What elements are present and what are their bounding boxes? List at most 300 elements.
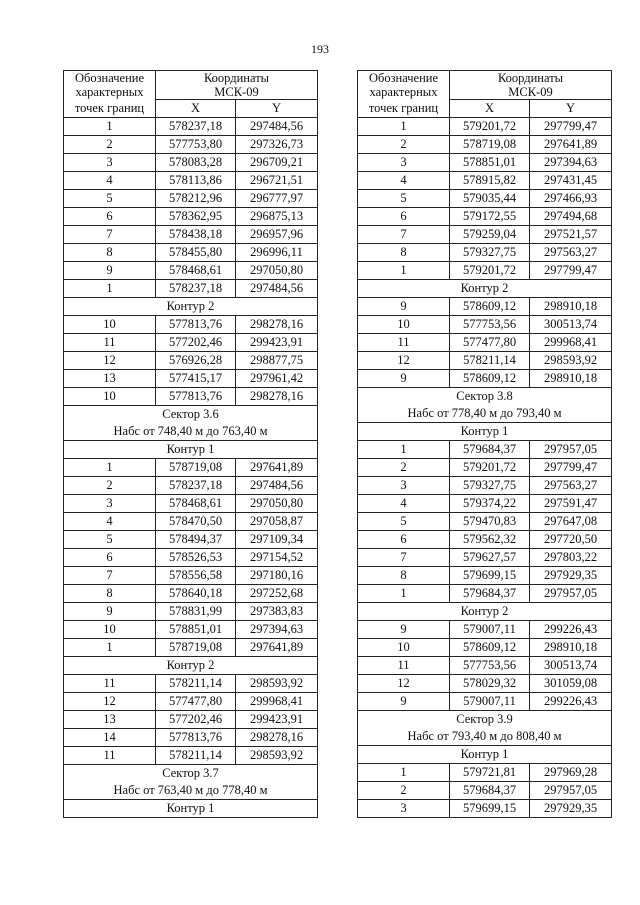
- table-row: [64, 370, 318, 388]
- coord-x: 578831,99: [156, 603, 236, 621]
- coord-x: 579035,44: [450, 190, 530, 208]
- point-number: 4: [64, 513, 156, 531]
- table-row: [64, 675, 318, 693]
- point-number: 11: [64, 747, 156, 765]
- table-row: [358, 298, 612, 316]
- point-number: 4: [358, 495, 450, 513]
- table-row: [358, 675, 612, 693]
- coord-x: 577202,46: [156, 711, 236, 729]
- table-row: [64, 226, 318, 244]
- point-number: 1: [64, 639, 156, 657]
- section-label: Сектор 3.8: [358, 388, 612, 406]
- coord-x: 578468,61: [156, 495, 236, 513]
- coord-y: 297799,47: [530, 262, 612, 280]
- coord-y: 299226,43: [530, 693, 612, 711]
- section-row: [64, 406, 318, 424]
- coord-x: 579201,72: [450, 118, 530, 136]
- coord-y: 297521,57: [530, 226, 612, 244]
- coord-y: 300513,74: [530, 657, 612, 675]
- table-row: [358, 513, 612, 531]
- coord-y: 297957,05: [530, 782, 612, 800]
- header-coords-label: Координаты: [450, 71, 612, 86]
- coord-y: 297326,73: [236, 136, 318, 154]
- header-x: X: [450, 100, 530, 118]
- section-label: Набс от 778,40 м до 793,40 м: [358, 405, 612, 423]
- section-label: Сектор 3.6: [64, 406, 318, 424]
- header-y: Y: [236, 100, 318, 118]
- table-row: [64, 262, 318, 280]
- page-number: 193: [311, 42, 329, 56]
- section-label: Контур 1: [358, 423, 612, 441]
- header-row: [358, 100, 612, 118]
- coord-x: 578851,01: [156, 621, 236, 639]
- point-number: 4: [358, 172, 450, 190]
- section-label: Сектор 3.7: [64, 765, 318, 783]
- coord-x: 578237,18: [156, 477, 236, 495]
- table-row: [64, 603, 318, 621]
- table-row: [64, 352, 318, 370]
- table-row: [64, 495, 318, 513]
- point-number: 8: [358, 244, 450, 262]
- coord-x: 578211,14: [156, 675, 236, 693]
- table-row: [64, 388, 318, 406]
- point-number: 13: [64, 711, 156, 729]
- point-number: 1: [358, 441, 450, 459]
- section-label: Набс от 793,40 м до 808,40 м: [358, 728, 612, 746]
- section-label: Набс от 763,40 м до 778,40 м: [64, 782, 318, 800]
- point-number: 7: [64, 226, 156, 244]
- coord-x: 579007,11: [450, 621, 530, 639]
- coordinates-table-left: [63, 70, 318, 818]
- table-row: [358, 370, 612, 388]
- coord-y: 297466,93: [530, 190, 612, 208]
- section-row: [358, 728, 612, 746]
- point-number: 4: [64, 172, 156, 190]
- header-point-label: точек границ: [64, 100, 156, 118]
- coord-x: 579007,11: [450, 693, 530, 711]
- table-row: [64, 154, 318, 172]
- point-number: 1: [358, 585, 450, 603]
- coord-x: 579201,72: [450, 459, 530, 477]
- coord-x: 577813,76: [156, 316, 236, 334]
- table-row: [64, 711, 318, 729]
- coord-x: 579327,75: [450, 244, 530, 262]
- table-row: [358, 459, 612, 477]
- coord-y: 296709,21: [236, 154, 318, 172]
- coord-y: 299423,91: [236, 334, 318, 352]
- coord-x: 579627,57: [450, 549, 530, 567]
- point-number: 6: [358, 208, 450, 226]
- point-number: 5: [64, 190, 156, 208]
- coord-y: 297957,05: [530, 585, 612, 603]
- section-row: [358, 603, 612, 621]
- coord-y: 297929,35: [530, 567, 612, 585]
- coord-x: 577813,76: [156, 388, 236, 406]
- table-row: [358, 782, 612, 800]
- coord-x: 579201,72: [450, 262, 530, 280]
- table-row: [64, 244, 318, 262]
- coord-x: 578083,28: [156, 154, 236, 172]
- coord-y: 298278,16: [236, 316, 318, 334]
- point-number: 9: [358, 621, 450, 639]
- coord-x: 578719,08: [156, 639, 236, 657]
- table-row: [358, 208, 612, 226]
- point-number: 10: [64, 316, 156, 334]
- coord-y: 297803,22: [530, 549, 612, 567]
- table-row: [64, 334, 318, 352]
- coord-y: 297641,89: [530, 136, 612, 154]
- section-label: Сектор 3.9: [358, 711, 612, 729]
- coord-y: 297154,52: [236, 549, 318, 567]
- table-row: [358, 226, 612, 244]
- coord-x: 577753,56: [450, 316, 530, 334]
- point-number: 9: [358, 298, 450, 316]
- point-number: 12: [64, 693, 156, 711]
- section-label: Контур 2: [358, 603, 612, 621]
- point-number: 6: [64, 549, 156, 567]
- point-number: 5: [358, 190, 450, 208]
- table-row: [64, 172, 318, 190]
- coord-x: 577753,56: [450, 657, 530, 675]
- coord-y: 297050,80: [236, 262, 318, 280]
- table-row: [64, 316, 318, 334]
- point-number: 7: [64, 567, 156, 585]
- coord-y: 298593,92: [530, 352, 612, 370]
- point-number: 8: [64, 585, 156, 603]
- coord-x: 577415,17: [156, 370, 236, 388]
- coord-y: 297109,34: [236, 531, 318, 549]
- table-row: [64, 208, 318, 226]
- point-number: 9: [358, 370, 450, 388]
- point-number: 1: [358, 118, 450, 136]
- point-number: 2: [64, 477, 156, 495]
- point-number: 8: [358, 567, 450, 585]
- coord-y: 300513,74: [530, 316, 612, 334]
- section-row: [358, 405, 612, 423]
- section-row: [64, 423, 318, 441]
- coord-y: 296875,13: [236, 208, 318, 226]
- table-body-left: [64, 71, 318, 818]
- table-row: [64, 621, 318, 639]
- coord-y: 297957,05: [530, 441, 612, 459]
- section-row: [358, 423, 612, 441]
- coord-y: 297799,47: [530, 459, 612, 477]
- table-row: [64, 477, 318, 495]
- header-point-label: Обозначение: [64, 71, 156, 86]
- coord-x: 579684,37: [450, 585, 530, 603]
- table-row: [358, 334, 612, 352]
- coord-x: 578237,18: [156, 118, 236, 136]
- section-row: [358, 280, 612, 298]
- coord-y: 298910,18: [530, 298, 612, 316]
- coord-y: 297484,56: [236, 280, 318, 298]
- coord-x: 578609,12: [450, 370, 530, 388]
- table-row: [358, 621, 612, 639]
- coord-y: 297647,08: [530, 513, 612, 531]
- coord-y: 297591,47: [530, 495, 612, 513]
- coord-y: 297383,83: [236, 603, 318, 621]
- coord-y: 297394,63: [236, 621, 318, 639]
- coord-x: 578526,53: [156, 549, 236, 567]
- coord-y: 297394,63: [530, 154, 612, 172]
- point-number: 6: [64, 208, 156, 226]
- point-number: 3: [358, 477, 450, 495]
- header-row: [358, 71, 612, 86]
- coord-y: 297180,16: [236, 567, 318, 585]
- header-row: [64, 71, 318, 86]
- table-row: [358, 136, 612, 154]
- table-row: [64, 136, 318, 154]
- table-row: [358, 118, 612, 136]
- coord-y: 299423,91: [236, 711, 318, 729]
- coord-x: 579470,83: [450, 513, 530, 531]
- coord-y: 296777,97: [236, 190, 318, 208]
- table-row: [64, 585, 318, 603]
- coord-y: 297641,89: [236, 639, 318, 657]
- coord-x: 577477,80: [156, 693, 236, 711]
- table-row: [64, 639, 318, 657]
- table-row: [358, 657, 612, 675]
- point-number: 5: [64, 531, 156, 549]
- coord-x: 578640,18: [156, 585, 236, 603]
- point-number: 10: [358, 316, 450, 334]
- point-number: 1: [358, 262, 450, 280]
- coord-x: 578719,08: [450, 136, 530, 154]
- table-row: [358, 154, 612, 172]
- coord-y: 298910,18: [530, 639, 612, 657]
- coord-x: 578915,82: [450, 172, 530, 190]
- coord-x: 578113,86: [156, 172, 236, 190]
- coord-x: 578719,08: [156, 459, 236, 477]
- coord-x: 577813,76: [156, 729, 236, 747]
- table-row: [358, 172, 612, 190]
- table-row: [358, 244, 612, 262]
- coord-x: 578455,80: [156, 244, 236, 262]
- point-number: 13: [64, 370, 156, 388]
- header-y: Y: [530, 100, 612, 118]
- point-number: 2: [358, 136, 450, 154]
- point-number: 12: [358, 352, 450, 370]
- table-row: [358, 441, 612, 459]
- table-row: [358, 495, 612, 513]
- coord-x: 579721,81: [450, 764, 530, 782]
- section-label: Контур 1: [358, 746, 612, 764]
- coord-y: 297641,89: [236, 459, 318, 477]
- point-number: 1: [64, 118, 156, 136]
- coord-y: 297563,27: [530, 244, 612, 262]
- section-label: Набс от 748,40 м до 763,40 м: [64, 423, 318, 441]
- header-point-label: характерных: [64, 85, 156, 100]
- coord-y: 298278,16: [236, 388, 318, 406]
- point-number: 7: [358, 549, 450, 567]
- coord-y: 297484,56: [236, 118, 318, 136]
- coord-x: 579699,15: [450, 800, 530, 818]
- point-number: 3: [358, 800, 450, 818]
- coord-x: 579374,22: [450, 495, 530, 513]
- coord-y: 296996,11: [236, 244, 318, 262]
- table-row: [358, 567, 612, 585]
- table-row: [64, 567, 318, 585]
- coord-y: 297961,42: [236, 370, 318, 388]
- coord-y: 298278,16: [236, 729, 318, 747]
- coord-x: 579327,75: [450, 477, 530, 495]
- coord-y: 296957,96: [236, 226, 318, 244]
- coord-y: 297929,35: [530, 800, 612, 818]
- coord-x: 577202,46: [156, 334, 236, 352]
- coord-x: 577477,80: [450, 334, 530, 352]
- section-row: [358, 388, 612, 406]
- coord-y: 299226,43: [530, 621, 612, 639]
- table-row: [64, 190, 318, 208]
- coord-y: 298877,75: [236, 352, 318, 370]
- table-row: [358, 585, 612, 603]
- point-number: 9: [358, 693, 450, 711]
- point-number: 1: [64, 280, 156, 298]
- coord-y: 298593,92: [236, 747, 318, 765]
- table-row: [358, 531, 612, 549]
- coord-y: 297431,45: [530, 172, 612, 190]
- section-row: [64, 657, 318, 675]
- coord-y: 297969,28: [530, 764, 612, 782]
- table-row: [64, 729, 318, 747]
- coord-x: 578609,12: [450, 298, 530, 316]
- point-number: 9: [64, 262, 156, 280]
- coord-x: 578609,12: [450, 639, 530, 657]
- section-row: [64, 800, 318, 818]
- section-label: Контур 2: [358, 280, 612, 298]
- section-row: [64, 298, 318, 316]
- coord-y: 299968,41: [236, 693, 318, 711]
- point-number: 1: [64, 459, 156, 477]
- point-number: 11: [358, 657, 450, 675]
- point-number: 2: [358, 459, 450, 477]
- table-row: [358, 262, 612, 280]
- coord-x: 578470,50: [156, 513, 236, 531]
- coord-y: 299968,41: [530, 334, 612, 352]
- section-label: Контур 1: [64, 441, 318, 459]
- point-number: 2: [64, 136, 156, 154]
- coord-x: 578438,18: [156, 226, 236, 244]
- coord-y: 298593,92: [236, 675, 318, 693]
- header-row: [64, 85, 318, 100]
- section-row: [358, 746, 612, 764]
- point-number: 3: [64, 495, 156, 513]
- table-row: [358, 693, 612, 711]
- coord-x: 579684,37: [450, 441, 530, 459]
- point-number: 10: [64, 621, 156, 639]
- coord-y: 297799,47: [530, 118, 612, 136]
- coordinates-table-right: [357, 70, 612, 818]
- coord-x: 578851,01: [450, 154, 530, 172]
- point-number: 10: [64, 388, 156, 406]
- section-row: [64, 765, 318, 783]
- coord-x: 578362,95: [156, 208, 236, 226]
- point-number: 14: [64, 729, 156, 747]
- coord-y: 297050,80: [236, 495, 318, 513]
- table-row: [358, 764, 612, 782]
- table-row: [64, 549, 318, 567]
- table-body-right: [358, 71, 612, 818]
- coord-y: 297252,68: [236, 585, 318, 603]
- coord-y: 297494,68: [530, 208, 612, 226]
- section-label: Контур 2: [64, 657, 318, 675]
- coord-y: 297484,56: [236, 477, 318, 495]
- coord-y: 297563,27: [530, 477, 612, 495]
- table-row: [64, 693, 318, 711]
- coord-x: 579684,37: [450, 782, 530, 800]
- point-number: 12: [64, 352, 156, 370]
- coord-x: 576926,28: [156, 352, 236, 370]
- section-row: [64, 441, 318, 459]
- header-x: X: [156, 100, 236, 118]
- table-row: [358, 639, 612, 657]
- header-coords-system: МСК-09: [156, 85, 318, 100]
- coord-y: 301059,08: [530, 675, 612, 693]
- coord-x: 578556,58: [156, 567, 236, 585]
- header-coords-label: Координаты: [156, 71, 318, 86]
- table-row: [358, 316, 612, 334]
- section-row: [64, 782, 318, 800]
- coord-x: 577753,80: [156, 136, 236, 154]
- point-number: 10: [358, 639, 450, 657]
- header-point-label: характерных: [358, 85, 450, 100]
- coord-y: 297720,50: [530, 531, 612, 549]
- header-row: [64, 100, 318, 118]
- coord-y: 296721,51: [236, 172, 318, 190]
- header-point-label: Обозначение: [358, 71, 450, 86]
- point-number: 7: [358, 226, 450, 244]
- coord-x: 578029,32: [450, 675, 530, 693]
- coord-x: 578494,37: [156, 531, 236, 549]
- table-row: [64, 459, 318, 477]
- table-row: [358, 549, 612, 567]
- table-row: [358, 477, 612, 495]
- coord-x: 579699,15: [450, 567, 530, 585]
- point-number: 2: [358, 782, 450, 800]
- point-number: 3: [64, 154, 156, 172]
- section-label: Контур 2: [64, 298, 318, 316]
- point-number: 8: [64, 244, 156, 262]
- table-row: [64, 280, 318, 298]
- coord-y: 298910,18: [530, 370, 612, 388]
- point-number: 11: [358, 334, 450, 352]
- header-coords-system: МСК-09: [450, 85, 612, 100]
- table-row: [64, 118, 318, 136]
- section-label: Контур 1: [64, 800, 318, 818]
- coord-x: 578211,14: [156, 747, 236, 765]
- coord-x: 578212,96: [156, 190, 236, 208]
- point-number: 11: [64, 675, 156, 693]
- table-row: [358, 352, 612, 370]
- table-row: [64, 747, 318, 765]
- table-row: [64, 513, 318, 531]
- coord-x: 579172,55: [450, 208, 530, 226]
- coord-x: 579259,04: [450, 226, 530, 244]
- coord-y: 297058,87: [236, 513, 318, 531]
- point-number: 11: [64, 334, 156, 352]
- point-number: 1: [358, 764, 450, 782]
- header-row: [358, 85, 612, 100]
- coord-x: 578237,18: [156, 280, 236, 298]
- point-number: 9: [64, 603, 156, 621]
- coord-x: 578468,61: [156, 262, 236, 280]
- coord-x: 579562,32: [450, 531, 530, 549]
- point-number: 3: [358, 154, 450, 172]
- coord-x: 578211,14: [450, 352, 530, 370]
- header-point-label: точек границ: [358, 100, 450, 118]
- table-row: [64, 531, 318, 549]
- table-row: [358, 800, 612, 818]
